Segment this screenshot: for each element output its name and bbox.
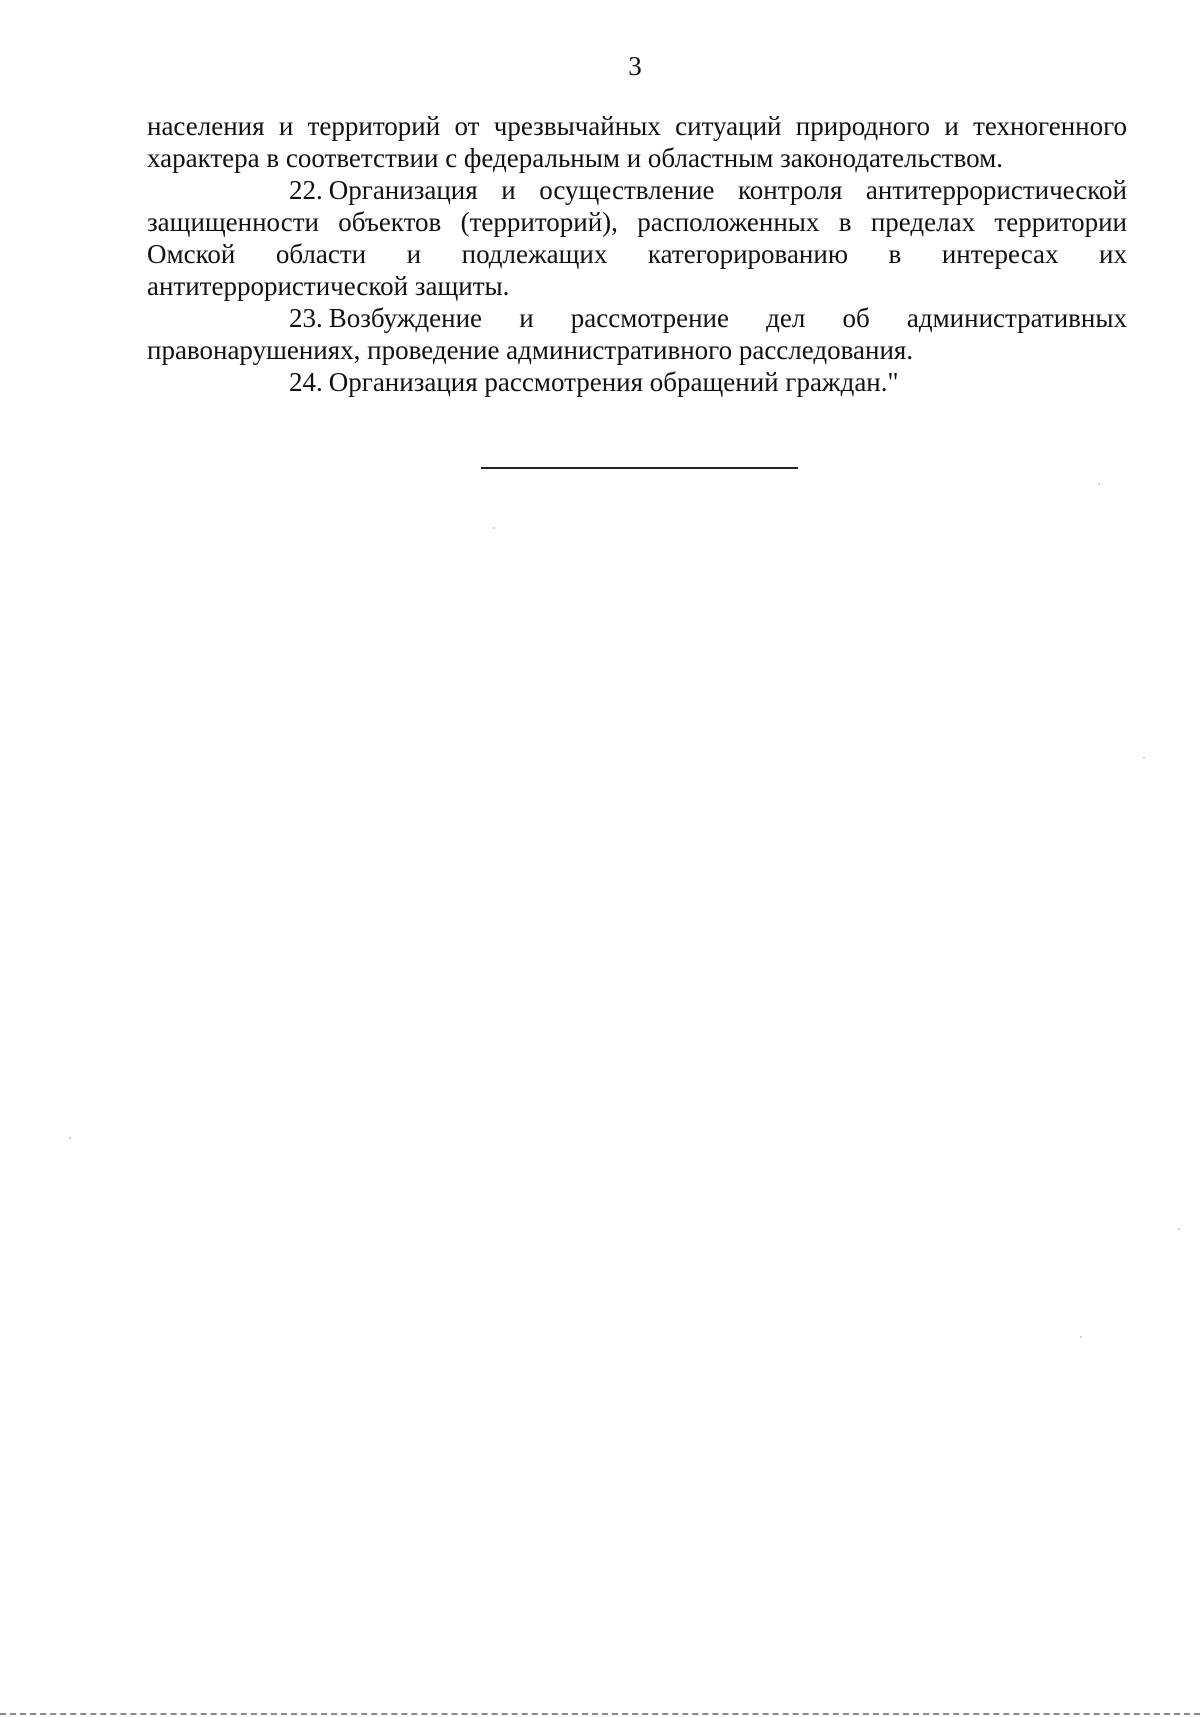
item-number: 23. <box>289 303 323 333</box>
scan-speck <box>1098 483 1100 485</box>
continuation-paragraph: населения и территорий от чрезвычайных ситуаций природного и техногенного характера в соответствии с федеральным и областным законодательством. <box>147 111 1127 173</box>
scan-edge-line <box>0 1713 1200 1715</box>
scan-speck <box>493 527 495 529</box>
list-item <box>147 302 1127 366</box>
scan-speck <box>1080 1336 1082 1338</box>
item-number: 24. <box>289 367 323 397</box>
scan-speck <box>69 1137 71 1139</box>
scan-speck <box>1143 757 1145 759</box>
scan-speck <box>1178 1228 1180 1230</box>
list-item <box>147 174 1127 302</box>
document-body <box>147 110 1127 398</box>
closing-rule <box>481 467 798 469</box>
list-item <box>147 366 1127 398</box>
item-text: Организация рассмотрения обращений граждан." <box>328 367 899 397</box>
item-text: Организация и осуществление контроля антитеррористической защищенности объектов (территорий), расположенных в пределах территории Омской области и подлежащих категорированию в интересах их антитеррористической защиты. <box>147 175 1127 301</box>
page-number: 3 <box>628 51 642 81</box>
item-number: 22. <box>289 175 323 205</box>
item-text: Возбуждение и рассмотрение дел об административных правонарушениях, проведение административного расследования. <box>147 303 1127 365</box>
